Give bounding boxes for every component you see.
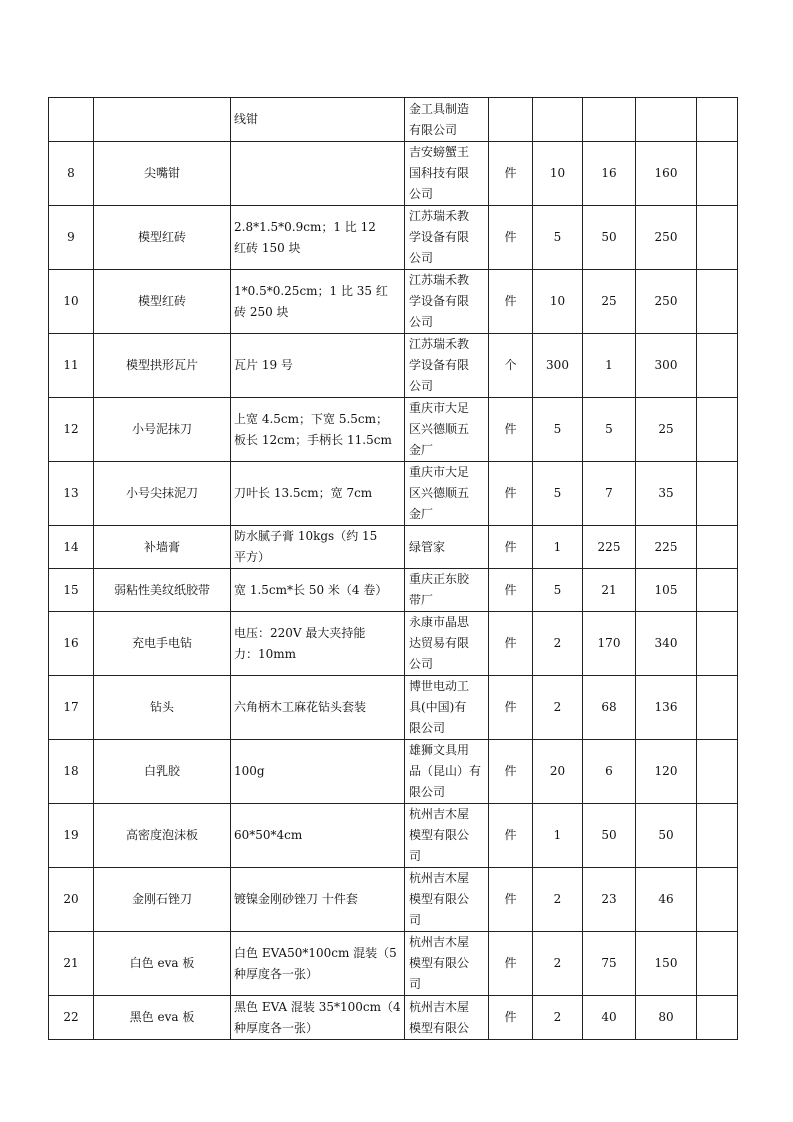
item-note (697, 270, 738, 334)
item-note (697, 142, 738, 206)
item-note (697, 569, 738, 612)
item-unit: 件 (489, 462, 533, 526)
item-unit: 件 (489, 612, 533, 676)
item-number: 11 (49, 334, 94, 398)
item-name: 黑色 eva 板 (94, 996, 231, 1040)
item-name: 高密度泡沫板 (94, 804, 231, 868)
item-quantity (533, 98, 583, 142)
item-note (697, 676, 738, 740)
item-quantity: 2 (533, 932, 583, 996)
table-row (49, 740, 738, 804)
item-unit-price (583, 98, 636, 142)
item-spec: 2.8*1.5*0.9cm；1 比 12 红砖 150 块 (231, 206, 405, 270)
item-unit-price: 170 (583, 612, 636, 676)
item-number: 16 (49, 612, 94, 676)
item-quantity: 5 (533, 398, 583, 462)
item-supplier: 永康市晶思 达贸易有限 公司 (405, 612, 489, 676)
table-row (49, 206, 738, 270)
item-total: 225 (636, 526, 697, 569)
item-unit-price: 16 (583, 142, 636, 206)
item-name: 补墙膏 (94, 526, 231, 569)
item-unit-price: 1 (583, 334, 636, 398)
item-unit-price: 225 (583, 526, 636, 569)
item-supplier: 江苏瑞禾教 学设备有限 公司 (405, 206, 489, 270)
item-note (697, 996, 738, 1040)
item-quantity: 5 (533, 569, 583, 612)
item-quantity: 20 (533, 740, 583, 804)
item-spec: 线钳 (231, 98, 405, 142)
item-total: 250 (636, 270, 697, 334)
equipment-table (48, 97, 738, 1040)
item-name (94, 98, 231, 142)
item-unit: 件 (489, 206, 533, 270)
item-spec: 60*50*4cm (231, 804, 405, 868)
item-quantity: 10 (533, 270, 583, 334)
item-name: 模型红砖 (94, 206, 231, 270)
table-row (49, 804, 738, 868)
item-note (697, 98, 738, 142)
item-supplier: 重庆正东胶 带厂 (405, 569, 489, 612)
table-row (49, 398, 738, 462)
item-total: 300 (636, 334, 697, 398)
item-unit-price: 75 (583, 932, 636, 996)
item-spec: 黑色 EVA 混装 35*100cm（4 种厚度各一张） (231, 996, 405, 1040)
item-quantity: 5 (533, 206, 583, 270)
item-number: 19 (49, 804, 94, 868)
item-total: 160 (636, 142, 697, 206)
item-number (49, 98, 94, 142)
item-note (697, 526, 738, 569)
item-supplier: 杭州吉木屋 模型有限公 司 (405, 868, 489, 932)
item-spec: 六角柄木工麻花钻头套装 (231, 676, 405, 740)
item-spec: 刀叶长 13.5cm；宽 7cm (231, 462, 405, 526)
table-row (49, 462, 738, 526)
item-note (697, 206, 738, 270)
item-spec: 宽 1.5cm*长 50 米（4 卷） (231, 569, 405, 612)
item-unit-price: 40 (583, 996, 636, 1040)
item-total: 105 (636, 569, 697, 612)
item-unit-price: 23 (583, 868, 636, 932)
item-quantity: 1 (533, 526, 583, 569)
item-spec: 上宽 4.5cm；下宽 5.5cm； 板长 12cm；手柄长 11.5cm (231, 398, 405, 462)
item-quantity: 300 (533, 334, 583, 398)
table-body (49, 98, 738, 1040)
item-name: 模型拱形瓦片 (94, 334, 231, 398)
table-row (49, 676, 738, 740)
table-row (49, 270, 738, 334)
item-name: 小号泥抹刀 (94, 398, 231, 462)
item-number: 14 (49, 526, 94, 569)
item-supplier: 江苏瑞禾教 学设备有限 公司 (405, 334, 489, 398)
item-total (636, 98, 697, 142)
item-name: 小号尖抹泥刀 (94, 462, 231, 526)
item-name: 钻头 (94, 676, 231, 740)
item-unit: 件 (489, 526, 533, 569)
table-row (49, 98, 738, 142)
item-number: 17 (49, 676, 94, 740)
item-supplier: 吉安螃蟹王 国科技有限 公司 (405, 142, 489, 206)
item-number: 9 (49, 206, 94, 270)
item-number: 13 (49, 462, 94, 526)
item-quantity: 2 (533, 996, 583, 1040)
item-note (697, 334, 738, 398)
item-spec: 瓦片 19 号 (231, 334, 405, 398)
item-supplier: 江苏瑞禾教 学设备有限 公司 (405, 270, 489, 334)
item-quantity: 10 (533, 142, 583, 206)
table-row (49, 932, 738, 996)
item-supplier: 重庆市大足 区兴德顺五 金厂 (405, 398, 489, 462)
item-name: 白色 eva 板 (94, 932, 231, 996)
item-quantity: 2 (533, 676, 583, 740)
item-number: 20 (49, 868, 94, 932)
item-note (697, 398, 738, 462)
item-unit-price: 50 (583, 804, 636, 868)
item-spec: 1*0.5*0.25cm；1 比 35 红 砖 250 块 (231, 270, 405, 334)
item-quantity: 2 (533, 612, 583, 676)
item-note (697, 462, 738, 526)
item-total: 150 (636, 932, 697, 996)
item-note (697, 612, 738, 676)
item-supplier: 重庆市大足 区兴德顺五 金厂 (405, 462, 489, 526)
table-row (49, 868, 738, 932)
item-spec (231, 142, 405, 206)
item-name: 金刚石锉刀 (94, 868, 231, 932)
item-unit: 件 (489, 932, 533, 996)
item-supplier: 杭州吉木屋 模型有限公 司 (405, 932, 489, 996)
item-note (697, 932, 738, 996)
item-unit: 件 (489, 996, 533, 1040)
item-note (697, 740, 738, 804)
table-row (49, 569, 738, 612)
item-spec: 白色 EVA50*100cm 混装（5 种厚度各一张） (231, 932, 405, 996)
item-spec: 100g (231, 740, 405, 804)
item-unit: 件 (489, 740, 533, 804)
item-unit-price: 6 (583, 740, 636, 804)
item-supplier: 杭州吉木屋 模型有限公 (405, 996, 489, 1040)
table-row (49, 996, 738, 1040)
table-row (49, 334, 738, 398)
item-unit: 个 (489, 334, 533, 398)
item-unit: 件 (489, 270, 533, 334)
item-total: 136 (636, 676, 697, 740)
item-total: 340 (636, 612, 697, 676)
item-quantity: 5 (533, 462, 583, 526)
item-name: 弱粘性美纹纸胶带 (94, 569, 231, 612)
item-number: 15 (49, 569, 94, 612)
item-unit: 件 (489, 398, 533, 462)
item-supplier: 博世电动工 具(中国)有 限公司 (405, 676, 489, 740)
item-number: 8 (49, 142, 94, 206)
item-total: 46 (636, 868, 697, 932)
item-note (697, 868, 738, 932)
item-total: 50 (636, 804, 697, 868)
table-row (49, 612, 738, 676)
table-row (49, 526, 738, 569)
item-supplier: 绿管家 (405, 526, 489, 569)
item-quantity: 2 (533, 868, 583, 932)
item-supplier: 雄狮文具用 品（昆山）有 限公司 (405, 740, 489, 804)
item-total: 120 (636, 740, 697, 804)
item-total: 25 (636, 398, 697, 462)
item-name: 模型红砖 (94, 270, 231, 334)
item-unit-price: 21 (583, 569, 636, 612)
item-unit-price: 50 (583, 206, 636, 270)
item-unit: 件 (489, 804, 533, 868)
item-unit: 件 (489, 142, 533, 206)
item-name: 充电手电钻 (94, 612, 231, 676)
item-spec: 镀镍金刚砂锉刀 十件套 (231, 868, 405, 932)
item-quantity: 1 (533, 804, 583, 868)
item-total: 250 (636, 206, 697, 270)
item-number: 22 (49, 996, 94, 1040)
item-number: 21 (49, 932, 94, 996)
item-unit: 件 (489, 569, 533, 612)
item-unit: 件 (489, 676, 533, 740)
item-unit-price: 5 (583, 398, 636, 462)
item-unit (489, 98, 533, 142)
item-unit-price: 68 (583, 676, 636, 740)
item-supplier: 杭州吉木屋 模型有限公 司 (405, 804, 489, 868)
item-name: 白乳胶 (94, 740, 231, 804)
item-unit: 件 (489, 868, 533, 932)
item-number: 10 (49, 270, 94, 334)
item-spec: 电压：220V 最大夹持能 力：10mm (231, 612, 405, 676)
table-row (49, 142, 738, 206)
item-total: 80 (636, 996, 697, 1040)
item-unit-price: 7 (583, 462, 636, 526)
item-number: 18 (49, 740, 94, 804)
item-spec: 防水腻子膏 10kgs（约 15 平方） (231, 526, 405, 569)
item-total: 35 (636, 462, 697, 526)
item-number: 12 (49, 398, 94, 462)
item-name: 尖嘴钳 (94, 142, 231, 206)
item-supplier: 金工具制造 有限公司 (405, 98, 489, 142)
item-unit-price: 25 (583, 270, 636, 334)
item-note (697, 804, 738, 868)
